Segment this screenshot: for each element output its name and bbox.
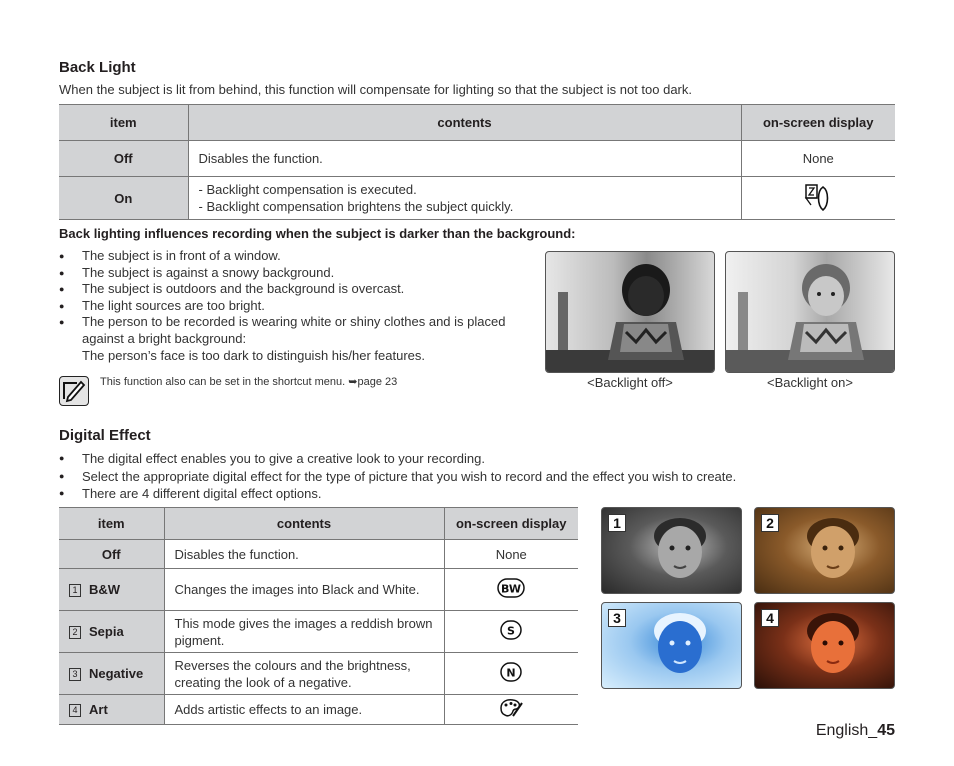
list-item: ● There are 4 different digital effect options. [59,485,899,503]
row-item [59,611,164,653]
photo-caption: <Backlight on> [766,375,853,390]
backlight-on-photo [725,251,895,373]
table-row [59,653,578,695]
item-number: 2 [69,626,81,639]
row-contents [188,177,741,220]
header-display: on-screen display [741,105,895,141]
item-number: 4 [69,704,81,717]
backlight-intro: When the subject is lit from behind, this function will compensate for lighting so that the subject is not too dark. [59,82,692,97]
list-item: ● The digital effect enables you to give a creative look to your recording. [59,450,899,468]
backlight-table [59,104,895,220]
backlight-icon [803,181,833,213]
header-item: item [59,508,164,540]
digital-effect-title: Digital Effect [59,427,151,444]
table-row [59,611,578,653]
photo-number-badge: 4 [761,609,779,627]
backlight-off-photo [545,251,715,373]
list-item: ● The subject is outdoors and the background is overcast. [59,281,519,298]
table-header-row [59,508,578,540]
backlight-bullets [59,248,519,348]
digital-effect-bullets [59,450,899,503]
page-number: 45 [877,722,895,739]
list-item: ● The light sources are too bright. [59,298,519,315]
photo-number-badge: 2 [761,514,779,532]
list-item: ● The person to be recorded is wearing white or shiny clothes and is placed against a bright background: [59,314,519,347]
photo-number-badge: 3 [608,609,626,627]
table-header-row [59,105,895,141]
row-item: Off [59,141,188,177]
note-pencil-icon [59,376,89,406]
row-display [444,695,578,725]
footer-language: English_ [815,722,878,739]
photo-number-badge: 1 [608,514,626,532]
header-contents: contents [164,508,444,540]
influence-heading: Back lighting influences recording when the subject is darker than the background: [59,226,576,241]
page-footer [816,722,895,740]
negative-glyph: N [506,666,516,680]
item-number: 3 [69,668,81,681]
digital-effect-table [59,507,578,725]
table-row [59,569,578,611]
row-item [59,653,164,695]
sepia-effect-icon [500,620,522,640]
sepia-glyph: S [507,624,516,638]
row-display [444,653,578,695]
content-line: - Backlight compensation is executed. [198,182,417,197]
bw-glyph: BW [501,582,522,596]
item-label: Negative [89,665,144,681]
bullet-continuation: The person’s face is too dark to distinguish his/her features. [82,348,426,363]
row-contents: Changes the images into Black and White. [164,569,444,611]
row-display [741,177,895,220]
row-item: On [59,177,188,220]
row-display [444,611,578,653]
row-display: None [444,540,578,569]
effect-photo-sepia [754,507,895,594]
item-number: 1 [69,584,81,597]
row-contents: Reverses the colours and the brightness, creating the look of a negative. [164,653,444,695]
backlight-title: Back Light [59,59,136,76]
item-label: Art [89,701,108,717]
row-item [59,695,164,725]
bw-effect-icon [497,578,525,598]
content-line: - Backlight compensation brightens the subject quickly. [198,199,514,214]
list-item: ● The subject is against a snowy background. [59,265,519,282]
row-contents: Disables the function. [164,540,444,569]
list-item: ● Select the appropriate digital effect for the type of picture that you wish to record and the effect you wish to create. [59,468,899,486]
table-row [59,177,895,220]
list-item: ● The subject is in front of a window. [59,248,519,265]
negative-effect-icon [500,662,522,682]
photo-caption: <Backlight off> [587,375,673,390]
effect-photo-negative [601,602,742,689]
table-row [59,540,578,569]
effect-photo-art [754,602,895,689]
table-row [59,141,895,177]
art-effect-icon [498,697,524,719]
table-row [59,695,578,725]
row-item [59,569,164,611]
row-contents: This mode gives the images a reddish brown pigment. [164,611,444,653]
row-contents: Disables the function. [188,141,741,177]
row-contents: Adds artistic effects to an image. [164,695,444,725]
header-display: on-screen display [444,508,578,540]
item-label: B&W [89,581,121,597]
row-display: None [741,141,895,177]
header-contents: contents [188,105,741,141]
header-item: item [59,105,188,141]
row-item: Off [59,540,164,569]
effect-photo-bw [601,507,742,594]
note-text: This function also can be set in the shortcut menu. ➥page 23 [100,376,398,388]
row-display [444,569,578,611]
item-label: Sepia [89,623,124,639]
